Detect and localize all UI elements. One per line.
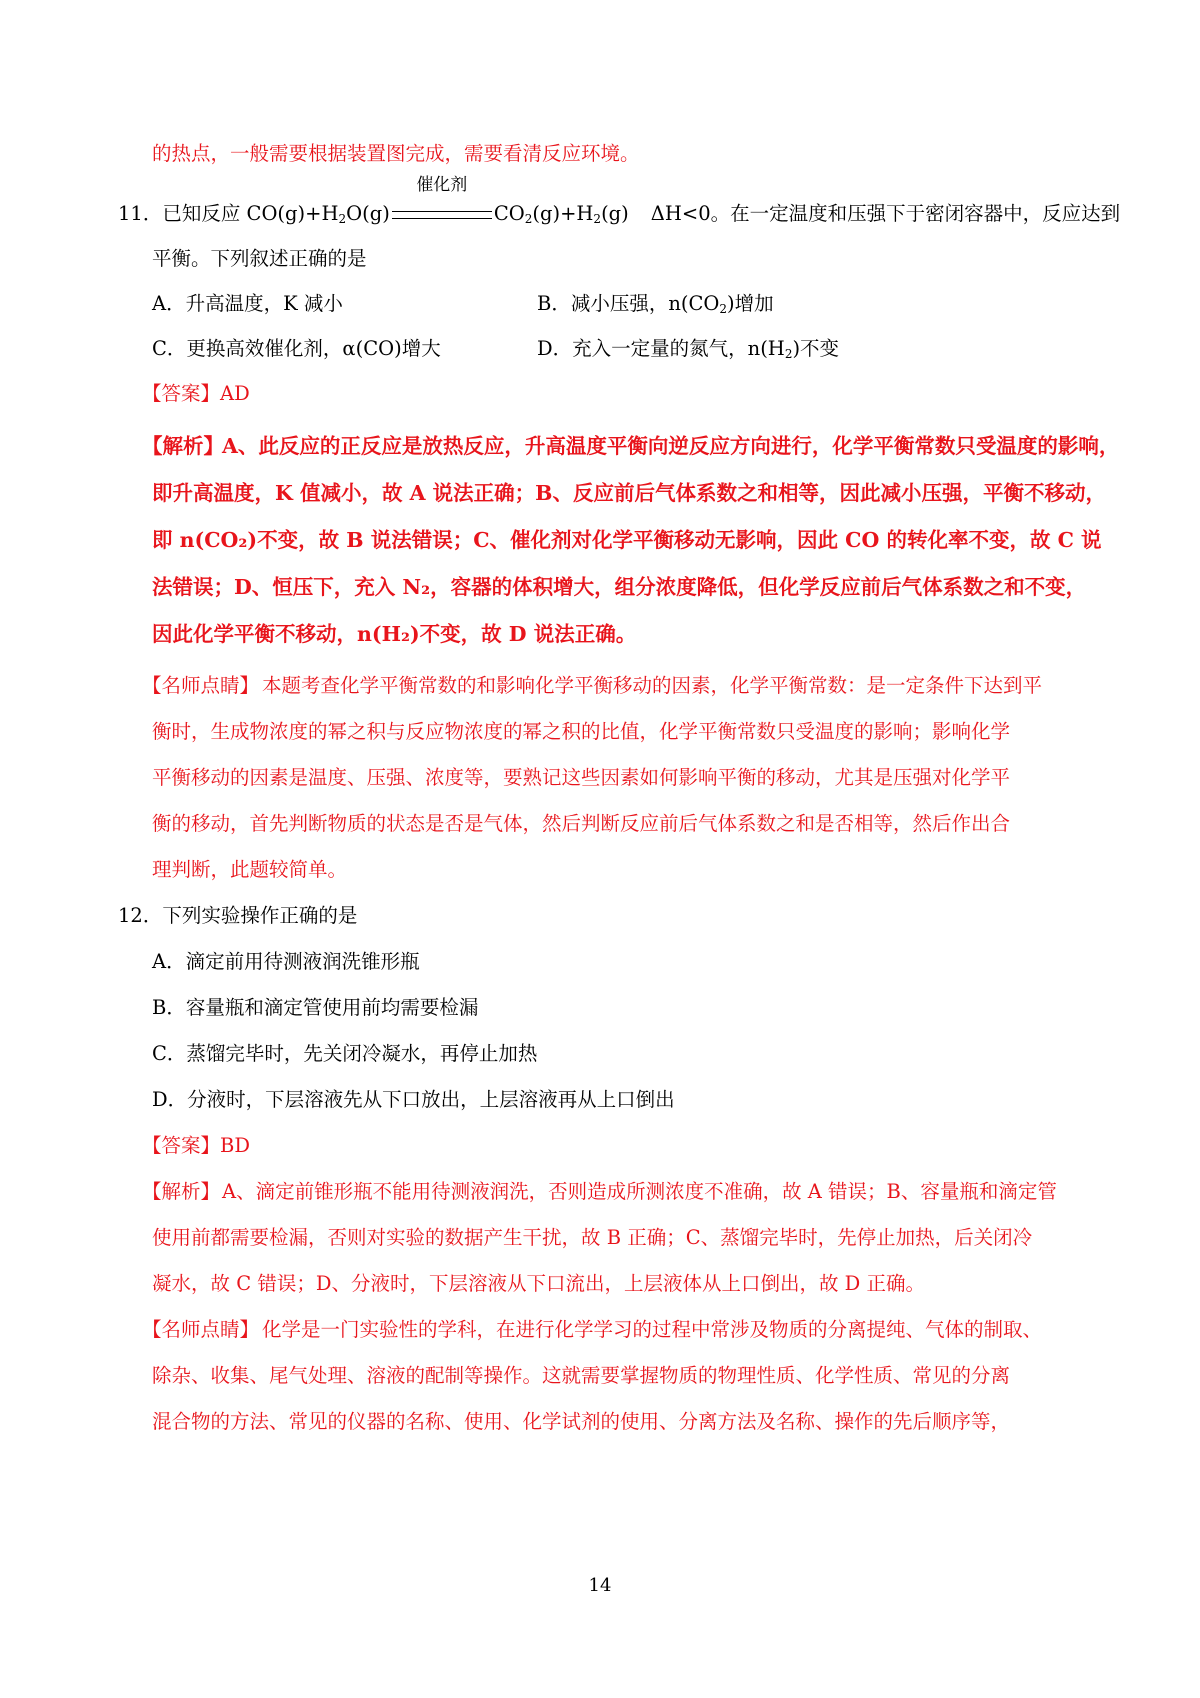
option-b: B．减小压强，$n(CO_2)$增加 (537, 292, 774, 316)
analysis-line: 使用前都需要检漏，否则对实验的数据产生干扰，故 B 正确；C、蒸馏完毕时，先停止加热，后关闭冷 (152, 1226, 1033, 1249)
answer-value: BD (220, 1134, 250, 1157)
tip-line: 除杂、收集、尾气处理、溶液的配制等操作。这就需要掌握物质的物理性质、化学性质、常见的分离 (152, 1364, 1011, 1387)
option-d: D．分液时，下层溶液先从下口放出，上层溶液再从上口倒出 (152, 1088, 675, 1111)
continuation-text: 的热点，一般需要根据装置图完成，需要看清反应环境。 (152, 142, 640, 165)
question-11-stem: 11．已知反应 $CO(g)+H_2O(g)$ 催化剂 $CO_2(g)+H_2(g)$ ΔH<0。在一定温度和压强下于密闭容器中，反应达到 (118, 175, 1121, 226)
analysis-line: A、滴定前锥形瓶不能用待测液润洗，否则造成所测浓度不准确，故 A 错误；B、容量瓶和滴定管 (222, 1180, 1057, 1203)
option-c: C．蒸馏完毕时，先关闭冷凝水，再停止加热 (152, 1042, 538, 1065)
analysis-label-11: 【解析】 (142, 434, 224, 458)
analysis-line: 法错误；D、恒压下，充入 N₂，容器的体积增大，组分浓度降低，但化学反应前后气体系数之和不变， (152, 575, 1087, 599)
answer-label: 【答案】 (142, 382, 221, 405)
option-d: D．充入一定量的氮气，$n(H_2)$不变 (537, 337, 840, 361)
catalyst-label: 催化剂 (416, 175, 468, 195)
question-11-stem-line2: 平衡。下列叙述正确的是 (152, 247, 367, 270)
analysis-line: 即升高温度，K 值减小，故 A 说法正确；B、反应前后气体系数之和相等，因此减小压强，平衡不移动， (152, 481, 1106, 505)
answer-label: 【答案】 (142, 1134, 221, 1157)
question-number: 12． (118, 904, 163, 927)
analysis-line: A、此反应的正反应是放热反应，升高温度平衡向逆反应方向进行，化学平衡常数只受温度的影响， (222, 434, 1120, 458)
analysis-line: 即 n(CO₂)不变，故 B 说法错误；C、催化剂对化学平衡移动无影响，因此 CO 的转化率不变，故 C 说 (152, 528, 1102, 552)
answer-11 (142, 380, 250, 408)
analysis-line: 凝水，故 C 错误；D、分液时，下层溶液从下口流出，上层液体从上口倒出，故 D 正确。 (152, 1272, 925, 1295)
option-c: C．更换高效催化剂，α(CO)增大 (152, 337, 441, 360)
question-12-stem: 12．下列实验操作正确的是 (118, 904, 358, 927)
tip-line: 衡的移动，首先判断物质的状态是否是气体，然后判断反应前后气体系数之和是否相等，然后作出合 (152, 812, 1011, 835)
tip-line: 化学是一门实验性的学科，在进行化学学习的过程中常涉及物质的分离提纯、气体的制取、 (262, 1318, 1043, 1341)
tip-line: 理判断，此题较简单。 (152, 858, 348, 881)
answer-value: AD (220, 382, 250, 405)
option-a: A．升高温度，K 减小 (152, 292, 343, 315)
page-number: 14 (588, 1575, 612, 1596)
question-number: 11． (118, 202, 163, 225)
tip-line: 衡时，生成物浓度的幂之积与反应物浓度的幂之积的比值，化学平衡常数只受温度的影响；影响化学 (152, 720, 1011, 743)
option-a: A．滴定前用待测液润洗锥形瓶 (152, 950, 420, 973)
tip-label-12: 【名师点睛】 (142, 1318, 260, 1341)
tip-line: 混合物的方法、常见的仪器的名称、使用、化学试剂的使用、分离方法及名称、操作的先后顺序等， (152, 1410, 1011, 1433)
option-b: B．容量瓶和滴定管使用前均需要检漏 (152, 996, 479, 1019)
answer-12 (142, 1132, 250, 1160)
tip-line: 平衡移动的因素是温度、压强、浓度等，要熟记这些因素如何影响平衡的移动，尤其是压强对化学平 (152, 766, 1011, 789)
equilibrium-arrow (392, 175, 492, 228)
analysis-line: 因此化学平衡不移动，n(H₂)不变，故 D 说法正确。 (152, 622, 637, 646)
tip-label-11: 【名师点睛】 (142, 674, 260, 697)
analysis-label-12: 【解析】 (142, 1180, 221, 1203)
tip-line: 本题考查化学平衡常数的和影响化学平衡移动的因素，化学平衡常数：是一定条件下达到平 (262, 674, 1043, 697)
